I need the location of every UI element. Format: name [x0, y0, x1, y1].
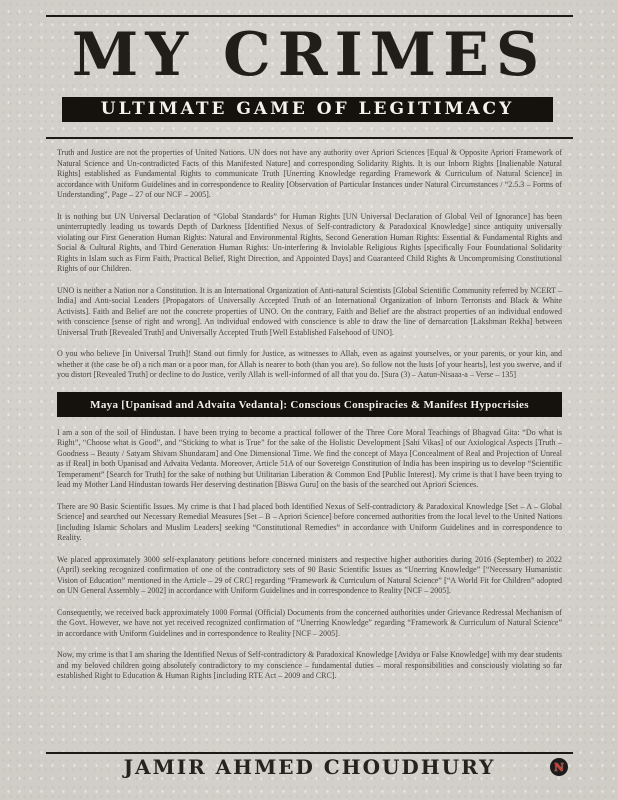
paragraph-son-of-soil: I am a son of the soil of Hindustan. I have been trying to become a practical follower of the Three Core Moral Teachings of Bhagvad Gita: “Do what is Right”, “Choose what is Good”, and “Sticking to what is True” for the sake of the Holistic Development [Sahi Vikas] of our Axiological Aspects [Truth – Goodness – Beauty / Satyam Shivam Shundaram] and One Dimensional Time. We find the concept of Maya [Concealment of Real and Projection of Unreal as if Real] in both Upanisad and Advaita Vedanta. Moreover, Article 51A of our Sovereign Constitution of India has been inspiring us to develop “Scientific Temperament” [Search for Truth] for the sake of nothing but Utilitarian Liberation & Common End [Public Interest]. My crime is that I have been trying to lead my Mother Land Hindustan towards Her deserving destination [Biswa Guru] on the basis of the searched out Apriori Sciences. — [57, 427, 562, 489]
author-name: JAMIR AHMED CHOUDHURY — [123, 755, 496, 779]
header-divider-rule — [46, 137, 573, 139]
body-text — [57, 148, 562, 693]
page-title: MY CRIMES — [71, 20, 547, 90]
paragraph-1000-documents: Consequently, we received back approximately 1000 Formal (Official) Documents from the concerned authorities under Grievance Redressal Mechanism of the Govt. However, we have not yet received recognized confirmation of “Unerring Knowledge” regarding “Framework & Curriculum of Natural Science” in accordance with Uniform Guidelines and in correspondence to Reality [NCF – 2005]. — [57, 607, 562, 638]
paragraph-quran-quote: O you who believe [in Universal Truth]! Stand out firmly for Justice, as witnesses to Allah, even as against yourselves, or your parents, or your kin, and whether it (the case be of) a rich man or a poor man, for Allah is nearer to both (than you are). So follow not the lusts [of your hearts], lest you swerve, and if you distort [Revealed Truth] or decline to do Justice, verily Allah is well-informed of all that you do. [Sura (3) – Aatun-Nisaaa-a – Verse – 135] — [57, 349, 562, 379]
footer — [46, 755, 573, 779]
paragraph-uno-nation: UNO is neither a Nation nor a Constitution. It is an International Organization of Anti-natural Scientists [Global Scientific Community referred by NCERT – India] and Anti-social Leaders [Propagators of Universally Accepted Truth of an International Organization of Inborn Terrorists and Black & White Activists]. Faith and Belief are not the concrete properties of UNO. On the contrary, Faith and Belief are the abstract properties of an individual endowed with conscience [sense of right and wrong]. An individual endowed with conscience is able to draw the line of demarcation [Lakshman Rekha] between Universal Truth [Revealed Truth] and Universally Accepted Truth [Well Established Falsehood of UNO]. — [57, 285, 562, 337]
subtitle-text: ULTIMATE GAME OF LEGITIMACY — [100, 99, 515, 119]
footer-rule — [46, 752, 573, 754]
publisher-logo-icon — [550, 758, 568, 776]
paragraph-truth-justice: Truth and Justice are not the properties of United Nations. UN does not have any authority over Apriori Sciences [Equal & Opposite Apriori Framework of Natural Science and Un-contradicted Facts of this Manifested Nature] and corresponding Solidarity Rights. It is our Inborn Rights [Inalienable Natural Rights] established as Fundamental Rights to communicate Truth [Unerring Knowledge regarding Framework & Curriculum of Natural Science] in accordance with Uniform Guidelines and in correspondence to Reality [Observation of Particular Instances under Natural Circumstances / “2.5.3 – Forms of Understanding”, Page – 27 of our NCF – 2005]. — [57, 148, 562, 199]
paragraph-90-issues: There are 90 Basic Scientific Issues. My crime is that I had placed both Identified Nexus of Self-contradictory & Paradoxical Knowledge [Set – A – Global Science] and searched out Necessary Remedial Measures [Set – B – Apriori Science] before concerned authorities from the local level to the United Nations [including Islamic Scholars and Muslim Leaders] seeking “Constitutional Remedies” in accordance with Uniform Guidelines and in correspondence to Reality. — [57, 501, 562, 542]
paragraph-sharing-crime: Now, my crime is that I am sharing the Identified Nexus of Self-contradictory & Paradoxical Knowledge [Avidya or False Knowledge] with my dear students and my beloved children going absolutely contradictory to my conscience – fundamental duties – moral responsibilities and consciously violating so far established Right to Education & Human Rights [including RTE Act – 2009 and CRC]. — [57, 650, 562, 680]
subtitle-banner — [62, 97, 553, 122]
section-heading-banner — [57, 392, 562, 417]
section-heading-text: Maya [Upanisad and Advaita Vedanta]: Conscious Conspiracies & Manifest Hypocrisies — [90, 398, 529, 411]
publisher-logo-letter: N — [553, 760, 565, 774]
top-rule — [46, 15, 573, 17]
paragraph-3000-petitions: We placed approximately 3000 self-explanatory petitions before concerned ministers and respective higher authorities during 2016 (September) to 2022 (April) seeking recognized confirmation of one of the contradictory sets of 90 Basic Scientific Issues as “Unerring Knowledge” [“Necessary Humanistic Vision of Education” mentioned in the Article – 29 of CRC] regarding “Framework & Curriculum of Natural Science” [“A World Fit for Children” adopted on UN General Assembly – 2002] in accordance with Uniform Guidelines and in correspondence to Reality [NCF – 2005]. — [57, 554, 562, 595]
paragraph-un-declaration: It is nothing but UN Universal Declaration of “Global Standards” for Human Rights [UN Universal Declaration of Global Veil of Ignorance] has been uninterruptedly leading us towards Depth of Darkness [Identified Nexus of Self-contradictory & Paradoxical Knowledge] since antiquity universally violating our First Generation Human Rights: Natural and Environmental Rights, Second Generation Human Rights: Essential & Fundamental Rights and Social & Cultural Rights, and Third Generation Human Rights: Un-interfering & Inviolable Religious Rights [specifically Four Foundational Solidarity Rights in Islam such as Firm Faith, Practical Belief, Right Direction, and Appointed Days] and Guaranteed Child Rights & Uncompromising Constitutional Rights of our Children. — [57, 211, 562, 273]
